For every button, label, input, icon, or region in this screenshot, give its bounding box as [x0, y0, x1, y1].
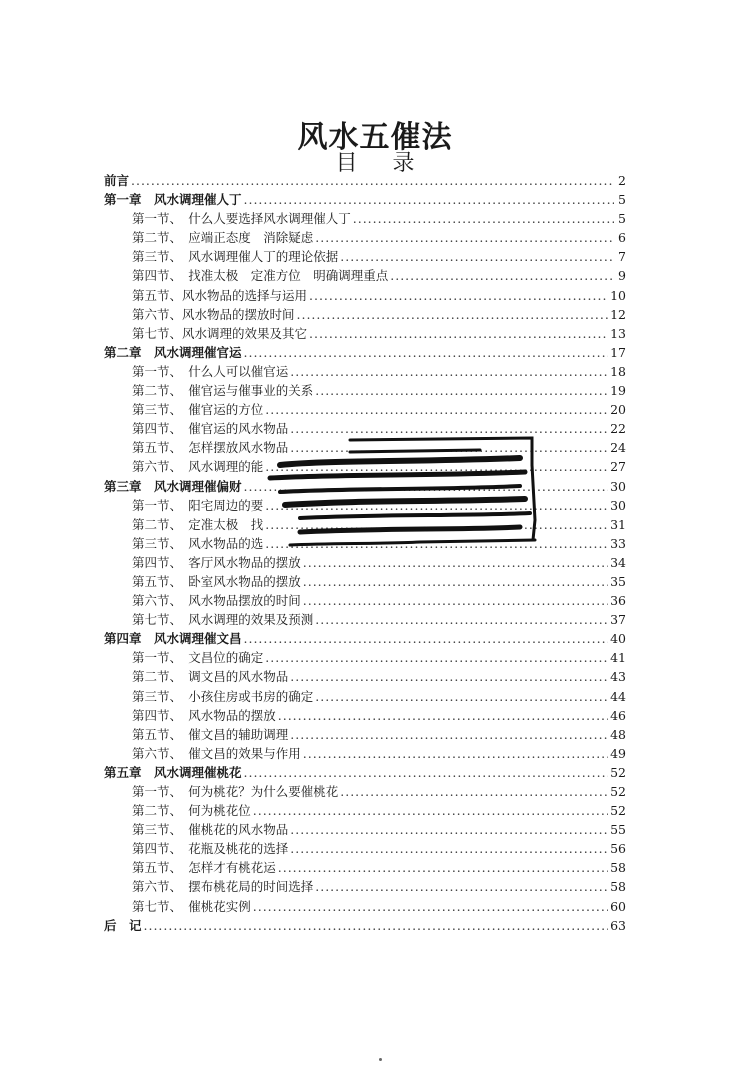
book-title: 风水五催法 [297, 120, 453, 155]
toc-page-number: 34 [610, 554, 626, 570]
dot-leader [290, 421, 608, 436]
toc-section-row [104, 744, 626, 763]
dot-leader [244, 765, 609, 780]
dot-leader [244, 345, 609, 360]
dot-leader [353, 211, 614, 226]
toc-entry-label: 第五节、 催文昌的辅助调理 [132, 726, 289, 742]
toc-entry-label: 第三节、 催桃花的风水物品 [132, 822, 289, 838]
dot-leader [253, 899, 608, 914]
table-of-contents [104, 171, 626, 935]
toc-section-row [104, 820, 626, 839]
toc-entry-label: 第七节、 风水调理的效果及预测 [132, 612, 314, 628]
dot-leader [340, 784, 608, 799]
toc-chapter-row [104, 629, 626, 648]
toc-page-number: 27 [610, 459, 626, 475]
toc-chapter-row [104, 763, 626, 782]
dot-leader [290, 822, 608, 837]
toc-page-number: 30 [610, 497, 626, 513]
dot-leader [315, 689, 608, 704]
toc-page-number: 49 [610, 745, 626, 761]
dot-leader [303, 555, 608, 570]
dot-leader [390, 268, 614, 283]
toc-entry-label: 第七节、风水调理的效果及其它 [132, 325, 308, 341]
toc-entry-label: 第四章 风水调理催文昌 [104, 631, 242, 647]
toc-section-row [104, 438, 626, 457]
toc-entry-label: 第五节、 卧室风水物品的摆放 [132, 573, 301, 589]
toc-page-number: 58 [610, 860, 626, 876]
toc-page-number: 46 [610, 707, 626, 723]
toc-section-row [104, 877, 626, 896]
toc-section-row [104, 362, 626, 381]
toc-entry-label: 第五节、 怎样才有桃花运 [132, 860, 276, 876]
dot-leader [315, 879, 608, 894]
toc-page-number: 12 [610, 306, 626, 322]
toc-section-row [104, 782, 626, 801]
dot-leader [265, 402, 608, 417]
toc-page-number: 52 [610, 803, 626, 819]
toc-entry-label: 第六节、风水物品的摆放时间 [132, 306, 295, 322]
toc-section-row [104, 801, 626, 820]
toc-section-row [104, 515, 626, 534]
dot-leader [253, 803, 608, 818]
toc-entry-label: 第一节、 什么人要选择风水调理催人丁 [132, 211, 351, 227]
toc-entry-label: 第七节、 催桃花实例 [132, 898, 251, 914]
toc-page-number: 33 [610, 535, 626, 551]
dot-leader [303, 593, 608, 608]
toc-entry-label: 第五节、 怎样摆放风水物品 [132, 440, 289, 456]
toc-page-number: 24 [610, 440, 626, 456]
toc-chapter-row [104, 916, 626, 935]
toc-entry-label: 第四节、 催官运的风水物品 [132, 421, 289, 437]
toc-page-number: 22 [610, 421, 626, 437]
dot-leader [144, 918, 609, 933]
dot-leader [290, 727, 608, 742]
dot-leader [278, 860, 608, 875]
toc-section-row [104, 209, 626, 228]
toc-section-row [104, 305, 626, 324]
toc-section-row [104, 858, 626, 877]
toc-entry-label: 第三节、 风水物品的选 [132, 535, 264, 551]
dot-leader [315, 612, 608, 627]
dot-leader [309, 288, 608, 303]
toc-entry-label: 第四节、 找准太极 定准方位 明确调理重点 [132, 268, 389, 284]
toc-section-row [104, 496, 626, 515]
toc-section-row [104, 400, 626, 419]
toc-page-number: 36 [610, 593, 626, 609]
toc-section-row [104, 610, 626, 629]
toc-page-number: 58 [610, 879, 626, 895]
toc-entry-label: 前言 [104, 173, 130, 188]
toc-entry-label: 第一章 风水调理催人丁 [104, 192, 242, 208]
toc-page-number: 60 [610, 898, 626, 914]
toc-entry-label: 第六节、 风水调理的能 [132, 459, 264, 475]
toc-entry-label: 第一节、 文昌位的确定 [132, 650, 264, 666]
dot-leader [265, 459, 608, 474]
toc-section-row [104, 667, 626, 686]
toc-page-number: 56 [610, 841, 626, 857]
dot-leader [315, 383, 608, 398]
toc-section-row [104, 553, 626, 572]
toc-entry-label: 第二章 风水调理催官运 [104, 344, 242, 360]
toc-heading: 目 录 [335, 151, 429, 176]
toc-page-number: 9 [618, 268, 626, 284]
toc-page-number: 37 [610, 612, 626, 628]
dot-leader [315, 230, 614, 245]
dot-leader [290, 440, 608, 455]
toc-section-row [104, 286, 626, 305]
toc-chapter-row [104, 477, 626, 496]
toc-entry-label: 第一节、 阳宅周边的要 [132, 497, 264, 513]
toc-entry-label: 第五章 风水调理催桃花 [104, 764, 242, 780]
toc-page-number: 30 [610, 478, 626, 494]
dot-leader [290, 364, 608, 379]
dot-leader [340, 249, 614, 264]
toc-entry-label: 第三章 风水调理催偏财 [104, 478, 242, 494]
toc-entry-label: 第二节、 调文昌的风水物品 [132, 669, 289, 685]
toc-page-number: 7 [618, 249, 626, 265]
toc-entry-label: 后 记 [104, 917, 142, 933]
toc-page-number: 18 [610, 363, 626, 379]
toc-page-number: 5 [618, 211, 626, 227]
toc-page-number: 6 [618, 230, 626, 246]
dot-leader [244, 192, 614, 207]
toc-entry-label: 第四节、 客厅风水物品的摆放 [132, 554, 301, 570]
toc-page-number: 19 [610, 383, 626, 399]
toc-page-number: 10 [610, 287, 626, 303]
dot-leader [265, 536, 608, 551]
toc-page-number: 5 [618, 192, 626, 208]
toc-entry-label: 第六节、 摆布桃花局的时间选择 [132, 879, 314, 895]
toc-page-number: 13 [610, 325, 626, 341]
toc-page-number: 41 [610, 650, 626, 666]
toc-page-number: 43 [610, 669, 626, 685]
dot-leader [290, 841, 608, 856]
toc-page-number: 20 [610, 402, 626, 418]
dot-leader [290, 669, 608, 684]
toc-page-number: 31 [610, 516, 626, 532]
toc-entry-label: 第四节、 风水物品的摆放 [132, 707, 276, 723]
toc-section-row [104, 381, 626, 400]
toc-chapter-row [104, 171, 626, 190]
dot-leader [303, 574, 608, 589]
toc-chapter-row [104, 343, 626, 362]
toc-entry-label: 第二节、 应端正态度 消除疑虑 [132, 230, 314, 246]
toc-entry-label: 第一节、 何为桃花？为什么要催桃花 [132, 784, 339, 799]
toc-section-row [104, 324, 626, 343]
toc-page-number: 52 [610, 764, 626, 780]
toc-entry-label: 第一节、 什么人可以催官运 [132, 363, 289, 379]
toc-entry-label: 第二节、 催官运与催事业的关系 [132, 383, 314, 399]
scan-speck [379, 1058, 382, 1061]
toc-section-row [104, 897, 626, 916]
dot-leader [278, 708, 608, 723]
toc-entry-label: 第三节、 风水调理催人丁的理论依据 [132, 249, 339, 265]
toc-page-number: 48 [610, 726, 626, 742]
toc-section-row [104, 457, 626, 476]
toc-entry-label: 第六节、 风水物品摆放的时间 [132, 593, 301, 609]
toc-section-row [104, 591, 626, 610]
toc-page-number: 2 [618, 173, 626, 188]
toc-entry-label: 第四节、 花瓶及桃花的选择 [132, 841, 289, 857]
toc-section-row [104, 419, 626, 438]
dot-leader [265, 650, 608, 665]
toc-section-row [104, 247, 626, 266]
toc-page-number: 44 [610, 688, 626, 704]
toc-section-row [104, 534, 626, 553]
toc-section-row [104, 572, 626, 591]
toc-page-number: 63 [610, 917, 626, 933]
toc-entry-label: 第五节、风水物品的选择与运用 [132, 287, 308, 303]
toc-page-number: 35 [610, 573, 626, 589]
dot-leader [265, 517, 608, 532]
toc-section-row [104, 228, 626, 247]
dot-leader [303, 746, 608, 761]
dot-leader [309, 326, 608, 341]
toc-section-row [104, 687, 626, 706]
dot-leader [244, 479, 609, 494]
dot-leader [265, 498, 608, 513]
dot-leader [297, 307, 609, 322]
toc-page-number: 52 [610, 784, 626, 799]
dot-leader [131, 173, 614, 188]
toc-page-number: 40 [610, 631, 626, 647]
toc-entry-label: 第二节、 何为桃花位 [132, 803, 251, 819]
toc-page-number: 55 [610, 822, 626, 838]
toc-section-row [104, 706, 626, 725]
toc-page-number: 17 [610, 344, 626, 360]
toc-entry-label: 第三节、 催官运的方位 [132, 402, 264, 418]
toc-entry-label: 第二节、 定准太极 找 [132, 516, 264, 532]
toc-section-row [104, 725, 626, 744]
toc-section-row [104, 648, 626, 667]
toc-chapter-row [104, 190, 626, 209]
toc-section-row [104, 839, 626, 858]
toc-entry-label: 第三节、 小孩住房或书房的确定 [132, 688, 314, 704]
toc-section-row [104, 266, 626, 285]
dot-leader [244, 631, 609, 646]
toc-entry-label: 第六节、 催文昌的效果与作用 [132, 745, 301, 761]
